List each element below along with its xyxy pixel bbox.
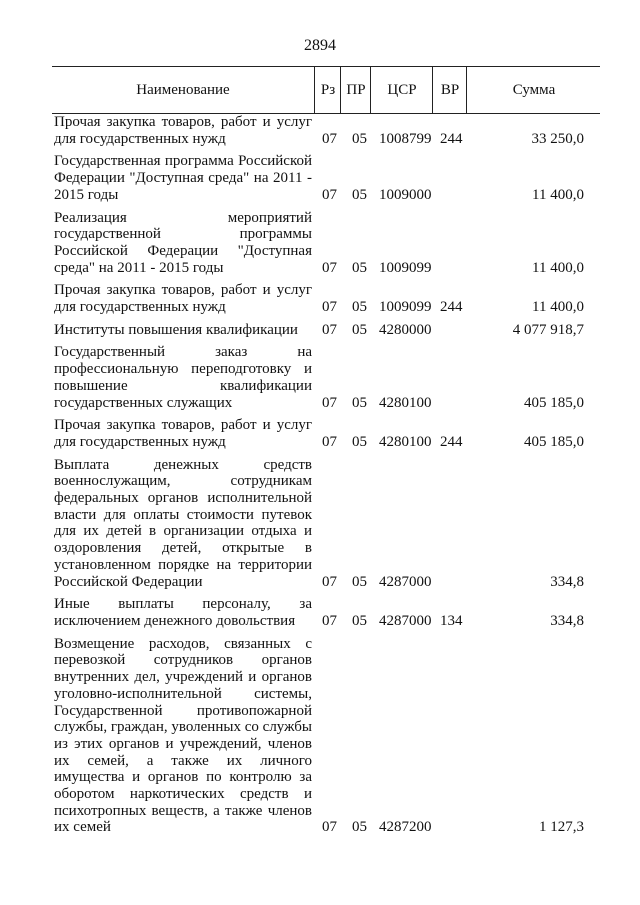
table-row: [52, 210, 600, 277]
row-sum: 4 077 918,7: [512, 321, 584, 338]
header-sum: Сумма: [466, 67, 601, 113]
table-row: [52, 596, 600, 629]
row-name: Институты повышения квалификации: [54, 321, 298, 338]
row-name: Выплата денежных средств военнослужащим, сотрудникам федеральных органов исполнительной власти для оплаты стоимости путевок для их детей в организации отдыха и оздоровления детей, открытые в установленном порядке на территории Российской Федерации: [54, 456, 312, 590]
page-number: 2894: [304, 37, 336, 54]
header-csr: ЦСР: [370, 67, 433, 113]
row-name: Возмещение расходов, связанных с перевозкой сотрудников органов внутренних дел, учреждений и органов уголовно-исполнительной системы, Государственной противопожарной службы, граждан, уволенных со службы из этих органов и учреждений, членов их семей, а также их личного имущества и органов по контролю за оборотом наркотических средств и психотропных веществ, а также членов их семей: [54, 635, 312, 836]
row-pr: 05: [352, 573, 367, 590]
row-sum: 334,8: [550, 612, 584, 629]
row-csr: 1009000: [379, 186, 432, 203]
row-sum: 1 127,3: [539, 819, 584, 836]
row-rz: 07: [322, 299, 337, 316]
row-name: Прочая закупка товаров, работ и услуг для государственных нужд: [54, 114, 312, 147]
row-vr: 244: [440, 433, 463, 450]
row-name: Государственный заказ на профессиональную переподготовку и повышение квалификации государственных служащих: [54, 344, 312, 411]
row-rz: 07: [322, 433, 337, 450]
row-rz: 07: [322, 130, 337, 147]
row-vr: 244: [440, 130, 463, 147]
row-pr: 05: [352, 819, 367, 836]
row-csr: 4287200: [379, 819, 432, 836]
row-rz: 07: [322, 612, 337, 629]
table-body: [52, 114, 600, 836]
row-pr: 05: [352, 321, 367, 338]
header-vr: ВР: [432, 67, 467, 113]
row-sum: 11 400,0: [532, 299, 584, 316]
row-pr: 05: [352, 433, 367, 450]
table-row: [52, 417, 600, 450]
table-row: [52, 457, 600, 591]
row-rz: 07: [322, 819, 337, 836]
row-sum: 11 400,0: [532, 186, 584, 203]
row-pr: 05: [352, 612, 367, 629]
table-header: [52, 66, 600, 114]
row-name: Прочая закупка товаров, работ и услуг для государственных нужд: [54, 282, 312, 316]
table-row: [52, 636, 600, 836]
table-row: [52, 344, 600, 411]
row-rz: 07: [322, 394, 337, 411]
table-row: [52, 114, 600, 147]
row-sum: 405 185,0: [524, 394, 584, 411]
row-pr: 05: [352, 394, 367, 411]
row-sum: 405 185,0: [524, 433, 584, 450]
row-csr: 4280100: [379, 394, 432, 411]
row-rz: 07: [322, 321, 337, 338]
row-name: Прочая закупка товаров, работ и услуг для государственных нужд: [54, 417, 312, 450]
table-row: [52, 282, 600, 315]
row-csr: 4280100: [379, 433, 432, 450]
row-name: Реализация мероприятий государственной программы Российской Федерации "Доступная среда" на 2011 - 2015 годы: [54, 209, 312, 276]
row-sum: 11 400,0: [532, 259, 584, 276]
row-sum: 334,8: [550, 573, 584, 590]
row-csr: 4280000: [379, 321, 432, 338]
row-name: Государственная программа Российской Федерации "Доступная среда" на 2011 - 2015 годы: [54, 153, 312, 203]
row-rz: 07: [322, 186, 337, 203]
row-csr: 1008799: [379, 130, 432, 147]
row-csr: 1009099: [379, 259, 432, 276]
row-pr: 05: [352, 186, 367, 203]
row-vr: 134: [440, 612, 463, 629]
row-pr: 05: [352, 259, 367, 276]
table-row: [52, 322, 600, 339]
row-rz: 07: [322, 259, 337, 276]
table-row: [52, 153, 600, 203]
header-rz: Рз: [314, 67, 341, 113]
row-csr: 4287000: [379, 612, 432, 629]
row-csr: 1009099: [379, 299, 432, 316]
row-pr: 05: [352, 130, 367, 147]
row-vr: 244: [440, 299, 463, 316]
header-name: Наименование: [136, 82, 230, 98]
row-name: Иные выплаты персоналу, за исключением денежного довольствия: [54, 596, 312, 629]
row-csr: 4287000: [379, 573, 432, 590]
row-pr: 05: [352, 299, 367, 316]
row-sum: 33 250,0: [531, 130, 584, 147]
header-pr: ПР: [340, 67, 371, 113]
row-rz: 07: [322, 573, 337, 590]
